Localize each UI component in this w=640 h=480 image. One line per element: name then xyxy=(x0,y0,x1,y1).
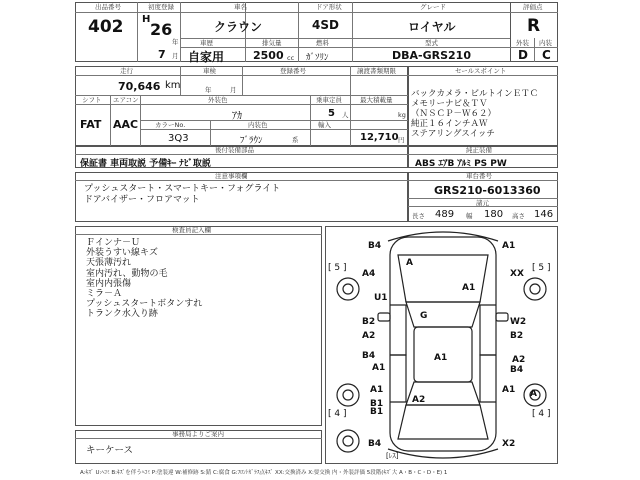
price-unit: 円 xyxy=(398,136,405,144)
disp-label: 排気量 xyxy=(262,39,282,47)
selling-point-line: バックカメラ・ビルトインＥＴＣ xyxy=(411,89,539,99)
capacity: 5 xyxy=(328,108,335,119)
name-label: 車名 xyxy=(234,3,247,11)
damage-mark: A1 xyxy=(502,385,516,395)
fuel-label: 燃料 xyxy=(316,39,329,47)
inspect-label: 車検 xyxy=(203,67,216,75)
selling-point-line: （ＮＳＣＰ－Ｗ６２） xyxy=(411,109,497,119)
windshield-outline xyxy=(406,302,480,327)
right-front-wheel-icon xyxy=(524,278,546,300)
shift-label: シフト xyxy=(82,96,102,104)
selling-points-title: セールスポイント xyxy=(455,67,507,75)
reg-label: 初度登録 xyxy=(148,3,174,11)
height-label: 高さ xyxy=(512,212,525,220)
load-label: 最大積載量 xyxy=(360,96,393,104)
displacement: 2500 xyxy=(253,49,284,62)
chassis-title: 車台番号 xyxy=(466,172,492,180)
left-front-door-outline xyxy=(390,305,406,355)
mileage-unit: km xyxy=(165,80,181,91)
price: 12,710 xyxy=(360,132,399,143)
car-name: クラウン xyxy=(214,20,263,34)
damage-mark: B1 xyxy=(370,399,384,409)
damage-mark: A1 xyxy=(434,353,448,363)
damage-mark: B4 xyxy=(362,351,376,361)
left-front-wheel-icon xyxy=(337,278,359,300)
right-front-door-outline xyxy=(480,305,496,355)
reg-era: H xyxy=(142,14,151,25)
damage-mark: B1 xyxy=(370,407,384,417)
inspect-month: 月 xyxy=(230,86,237,94)
aftermarket-text: 保証書 車両取説 予備ｷｰ ﾅﾋﾞ取説 xyxy=(80,159,211,169)
inspector-line: ミラ－Ａ xyxy=(86,289,123,300)
colorno-label: カラーNo. xyxy=(155,121,186,129)
legend-footer: A:ｷｽﾞ U:ﾍｺﾐ B:ｷｽﾞを伴うﾍｺﾐ P:塗装違 W:補修跡 S:錆 C:腐食 G:ﾌﾛﾝﾄｶﾞﾗｽ点ｷｽﾞ XX:交換済み X:要交換 内・外装評価 5段階(ｷｽﾞ大 A・B・C・D・E) 1 xyxy=(80,470,448,476)
damage-mark: A4 xyxy=(362,269,376,279)
standard-title: 純正装備 xyxy=(466,146,492,154)
wheel-tread-left-rear: [ 4 ] xyxy=(328,409,347,419)
damage-mark: U1 xyxy=(374,293,388,303)
selling-point-line: メモリーナビ＆ＴＶ xyxy=(411,99,488,109)
interior-color: ﾌﾞﾗｳﾝ xyxy=(240,136,263,146)
score-label: 評価点 xyxy=(523,3,543,11)
ac: AAC xyxy=(113,118,139,131)
door-type: 4SD xyxy=(312,18,339,32)
trunk-outline xyxy=(398,405,488,439)
damage-mark: B4 xyxy=(368,241,382,251)
notes-title: 注意事項欄 xyxy=(215,172,248,180)
chassis-number: GRS210-6013360 xyxy=(434,184,541,197)
damage-map xyxy=(325,226,558,464)
ac-label: エアコン xyxy=(113,96,139,104)
color-number: 3Q3 xyxy=(168,133,189,144)
int-label: 内装 xyxy=(539,39,552,47)
damage-mark: A xyxy=(406,258,413,268)
spare-tread: [ﾚｽ] xyxy=(386,452,399,460)
damage-mark: A1 xyxy=(502,241,516,251)
reg-year: 26 xyxy=(150,20,173,39)
damage-mark: A1 xyxy=(372,363,386,373)
color-label: 外装色 xyxy=(208,96,228,104)
interior-color-suffix: 系 xyxy=(292,136,299,144)
damage-mark: G xyxy=(420,311,428,321)
note-line: ドアバイザー・フロアマット xyxy=(84,195,200,205)
inspector-title: 検査員記入欄 xyxy=(172,226,211,234)
damage-mark: B2 xyxy=(510,331,524,341)
car-diagram xyxy=(326,227,557,463)
shift: FAT xyxy=(80,118,102,131)
size-title: 諸元 xyxy=(476,199,489,207)
score: R xyxy=(527,16,541,36)
intcolor-label: 内装色 xyxy=(248,121,268,129)
inspector-list xyxy=(86,238,202,320)
transfer-label: 譲渡書類期限 xyxy=(357,67,396,75)
accessories-text: キーケース xyxy=(86,445,134,456)
damage-mark: A1 xyxy=(462,283,476,293)
inspector-line: プッシュスタートボタンすれ xyxy=(86,299,203,310)
disp-unit: cc xyxy=(287,54,295,62)
right-rear-door-outline xyxy=(480,355,496,402)
ext-score: D xyxy=(518,48,528,62)
height: 146 xyxy=(534,209,554,220)
wheel-tread-right-rear: [ 4 ] xyxy=(532,409,551,419)
inspect-year: 年 xyxy=(205,86,212,94)
left-mirror-icon xyxy=(378,313,390,321)
reg-month: 7 xyxy=(158,48,166,61)
damage-mark: B4 xyxy=(368,439,382,449)
inspector-line: Ｆインナ－Ｕ xyxy=(86,238,141,248)
lot-number: 402 xyxy=(88,17,124,37)
load-unit: kg xyxy=(398,111,406,119)
regno-label: 登録番号 xyxy=(280,67,306,75)
damage-mark: W2 xyxy=(510,317,527,327)
wheel-tread-left-front: [ 5 ] xyxy=(328,263,347,273)
model-label: 型式 xyxy=(425,39,438,47)
ext-label: 外装 xyxy=(516,39,529,47)
reg-month-unit: 月 xyxy=(172,52,179,60)
grade-label: グレード xyxy=(420,3,446,11)
damage-mark: A2 xyxy=(512,355,526,365)
inspector-line: 室内汚れ、動物の毛 xyxy=(86,268,168,279)
left-rear-door-outline xyxy=(390,355,406,402)
damage-mark: A2 xyxy=(362,331,376,341)
use-label: 車歴 xyxy=(200,39,213,47)
int-score: C xyxy=(542,48,551,62)
mileage: 70,646 xyxy=(118,80,161,93)
capacity-label: 乗車定員 xyxy=(316,96,342,104)
capacity-unit: 人 xyxy=(342,111,349,119)
grade: ロイヤル xyxy=(408,20,456,34)
reg-year-unit: 年 xyxy=(172,38,179,46)
damage-mark: A2 xyxy=(412,395,426,405)
selling-points-list xyxy=(411,89,538,139)
width-label: 幅 xyxy=(466,212,473,220)
mileage-label: 走行 xyxy=(120,67,133,75)
width: 180 xyxy=(484,209,504,220)
standard-text: ABS ｴｱB ｱﾙﾐ PS PW xyxy=(415,159,507,169)
aftermarket-title: 後付装備部品 xyxy=(215,146,254,154)
note-line: プッシュスタート・スマートキー・フォグライト xyxy=(84,184,281,194)
damage-mark: B2 xyxy=(362,317,376,327)
inspector-line: 天張薄汚れ xyxy=(86,258,132,269)
damage-mark: B4 xyxy=(510,365,524,375)
model: DBA-GRS210 xyxy=(392,49,471,62)
exterior-color: ｱｶ xyxy=(232,111,242,122)
damage-mark: X2 xyxy=(502,439,516,449)
lot-label: 出品番号 xyxy=(95,3,121,11)
inspector-line: トランク水入り跡 xyxy=(86,309,158,320)
accessories-title: 事務局よりご案内 xyxy=(172,430,224,438)
spare-wheel-icon xyxy=(337,430,359,452)
damage-mark: A1 xyxy=(370,385,384,395)
import-label: 輸入 xyxy=(318,121,331,129)
wheel-tread-right-front: [ 5 ] xyxy=(532,263,551,273)
damage-mark: A xyxy=(530,389,537,399)
right-mirror-icon xyxy=(496,313,508,321)
use-type: 自家用 xyxy=(188,50,225,64)
selling-point-line: ステアリングスイッチ xyxy=(411,129,495,139)
inspector-line: 室内内張傷 xyxy=(86,278,132,289)
notes-list xyxy=(84,184,280,206)
length: 489 xyxy=(435,209,455,220)
left-rear-wheel-icon xyxy=(337,384,359,406)
door-label: ドア形状 xyxy=(316,3,342,11)
selling-point-line: 純正１６インチＡＷ xyxy=(411,119,488,129)
fuel: ｶﾞｿﾘﾝ xyxy=(306,53,329,63)
damage-mark: XX xyxy=(510,269,524,279)
inspector-line: 外装うすい線キズ xyxy=(86,248,158,259)
length-label: 長さ xyxy=(412,212,425,220)
